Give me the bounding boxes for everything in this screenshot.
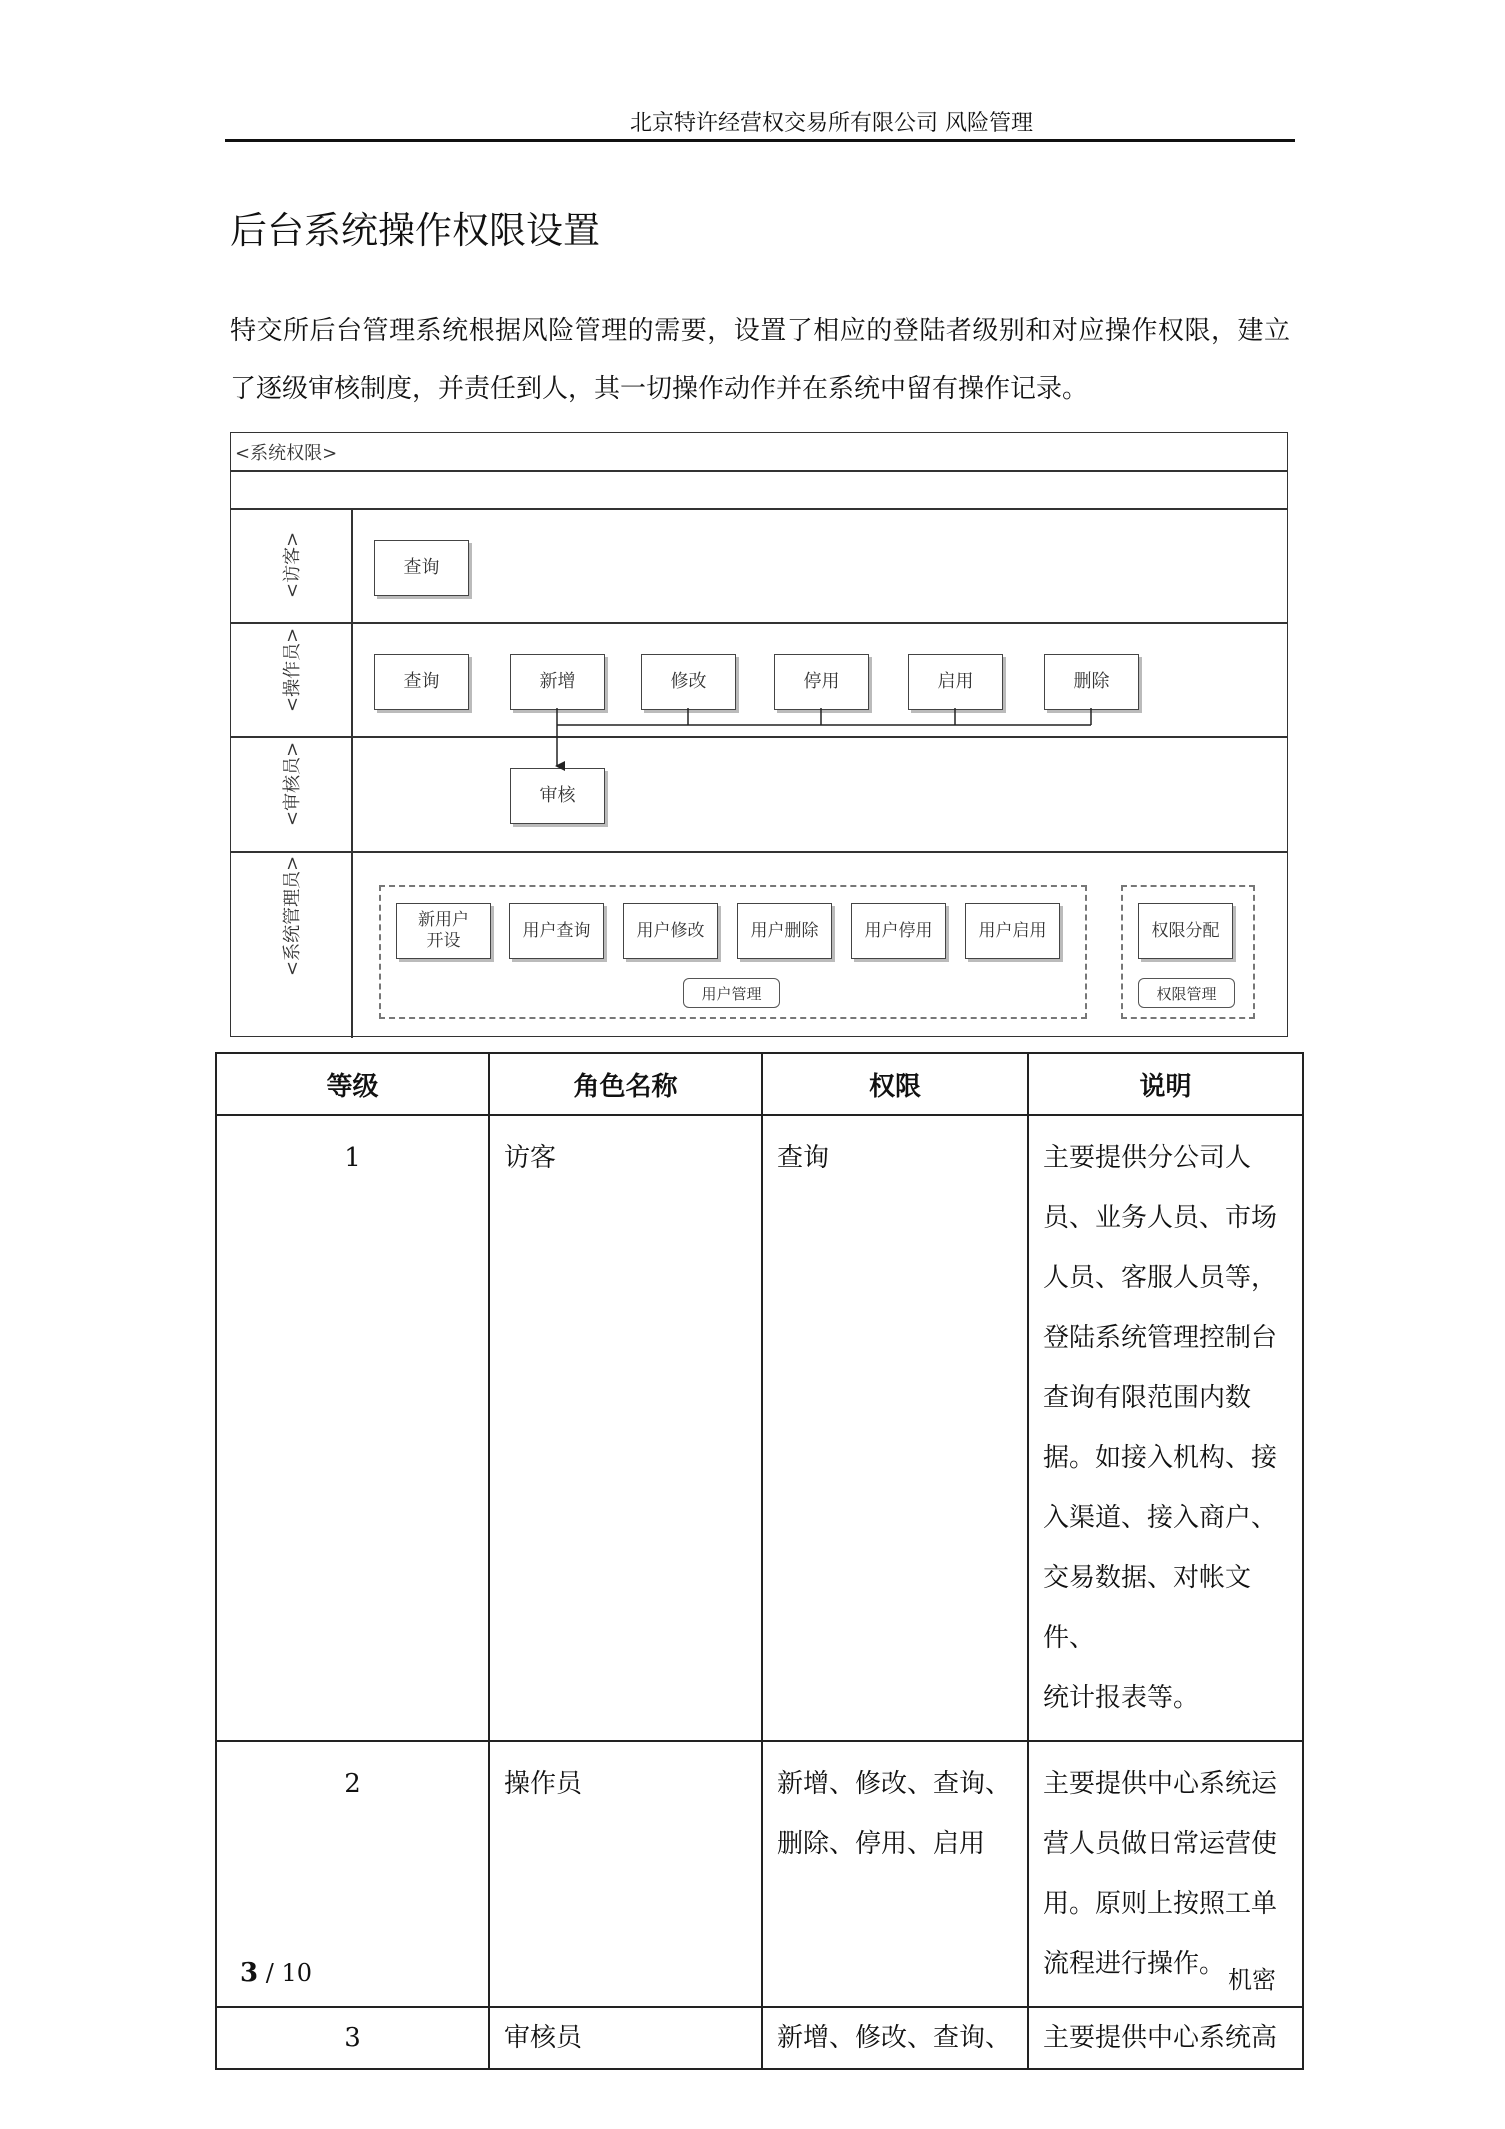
operator-query-box: 查询	[374, 654, 469, 710]
table-header-row	[216, 1053, 1303, 1115]
admin-permission-assign-box: 权限分配	[1138, 903, 1233, 959]
permission-line: 删除、停用、启用	[777, 1829, 986, 1859]
intro-paragraph-line-1: 特交所后台管理系统根据风险管理的需要，设置了相应的登陆者级别和对应操作权限，建立	[230, 316, 1290, 346]
level-cell: 3	[216, 2007, 489, 2069]
admin-user-edit-box: 用户修改	[623, 903, 718, 959]
operator-disable-box: 停用	[774, 654, 869, 710]
description-line: 流程进行操作。	[1043, 1949, 1226, 1979]
description-line: 入渠道、接入商户、	[1043, 1503, 1278, 1533]
table-row	[216, 2007, 1303, 2069]
user-management-tag: 用户管理	[683, 978, 780, 1008]
operator-enable-box: 启用	[908, 654, 1003, 710]
lane-label-operator: <操作员>	[282, 627, 303, 712]
permission-cell	[762, 1741, 1028, 2007]
description-line: 登陆系统管理控制台	[1043, 1323, 1278, 1353]
page-title: 后台系统操作权限设置	[230, 209, 600, 252]
description-line: 据。如接入机构、接	[1043, 1443, 1278, 1473]
admin-new-user-box	[396, 903, 491, 959]
description-line: 统计报表等。	[1043, 1683, 1200, 1713]
permission-line: 查询	[777, 1143, 830, 1173]
description-cell	[1028, 2007, 1303, 2069]
header-level: 等级	[216, 1053, 489, 1115]
role-cell: 访客	[489, 1115, 762, 1741]
operator-add-box: 新增	[510, 654, 605, 710]
header-description: 说明	[1028, 1053, 1303, 1115]
role-cell: 审核员	[489, 2007, 762, 2069]
level-cell: 2	[216, 1741, 489, 2007]
system-permission-label: <系统权限>	[235, 443, 338, 464]
page-number	[240, 1958, 312, 1988]
description-line: 用。原则上按照工单	[1043, 1889, 1278, 1919]
permission-line: 新增、修改、查询、	[777, 2023, 1012, 2053]
lane-label-visitor: <访客>	[282, 531, 303, 598]
description-line: 人员、客服人员等，	[1043, 1263, 1278, 1293]
role-cell: 操作员	[489, 1741, 762, 2007]
header-permission: 权限	[762, 1053, 1028, 1115]
description-cell	[1028, 1115, 1303, 1741]
table-row	[216, 1115, 1303, 1741]
level-cell: 1	[216, 1115, 489, 1741]
permission-line: 新增、修改、查询、	[777, 1769, 1012, 1799]
description-line: 营人员做日常运营使	[1043, 1829, 1278, 1859]
auditor-review-box: 审核	[510, 768, 605, 824]
header-role-name: 角色名称	[489, 1053, 762, 1115]
permission-table	[215, 1052, 1304, 2070]
admin-new-user-label: 新用户开设	[418, 910, 469, 951]
table-row	[216, 1741, 1303, 2007]
header-rule	[225, 139, 1295, 142]
page-header: 北京特许经营权交易所有限公司 风险管理	[630, 111, 1033, 136]
permission-cell	[762, 2007, 1028, 2069]
permission-management-tag: 权限管理	[1138, 978, 1235, 1008]
operator-delete-box: 删除	[1044, 654, 1139, 710]
intro-paragraph-line-2: 了逐级审核制度，并责任到人，其一切操作动作并在系统中留有操作记录。	[230, 374, 1089, 404]
permission-diagram	[230, 432, 1288, 1037]
visitor-query-box: 查询	[374, 540, 469, 596]
confidential-label: 机密	[1228, 1966, 1276, 1994]
description-line: 查询有限范围内数	[1043, 1383, 1252, 1413]
description-line: 主要提供中心系统运	[1043, 1769, 1278, 1799]
current-page: 3	[240, 1958, 259, 1988]
description-line: 员、业务人员、市场	[1043, 1203, 1278, 1233]
lane-label-admin: <系统管理员>	[282, 855, 303, 976]
permission-cell	[762, 1115, 1028, 1741]
lane-label-auditor: <审核员>	[282, 741, 303, 826]
admin-user-delete-box: 用户删除	[737, 903, 832, 959]
total-pages: / 10	[265, 1959, 312, 1987]
description-line: 交易数据、对帐文件、	[1043, 1563, 1252, 1653]
description-line: 主要提供中心系统高	[1043, 2023, 1278, 2053]
admin-user-enable-box: 用户启用	[965, 903, 1060, 959]
admin-user-query-box: 用户查询	[509, 903, 604, 959]
operator-edit-box: 修改	[641, 654, 736, 710]
admin-user-disable-box: 用户停用	[851, 903, 946, 959]
description-line: 主要提供分公司人	[1043, 1143, 1252, 1173]
